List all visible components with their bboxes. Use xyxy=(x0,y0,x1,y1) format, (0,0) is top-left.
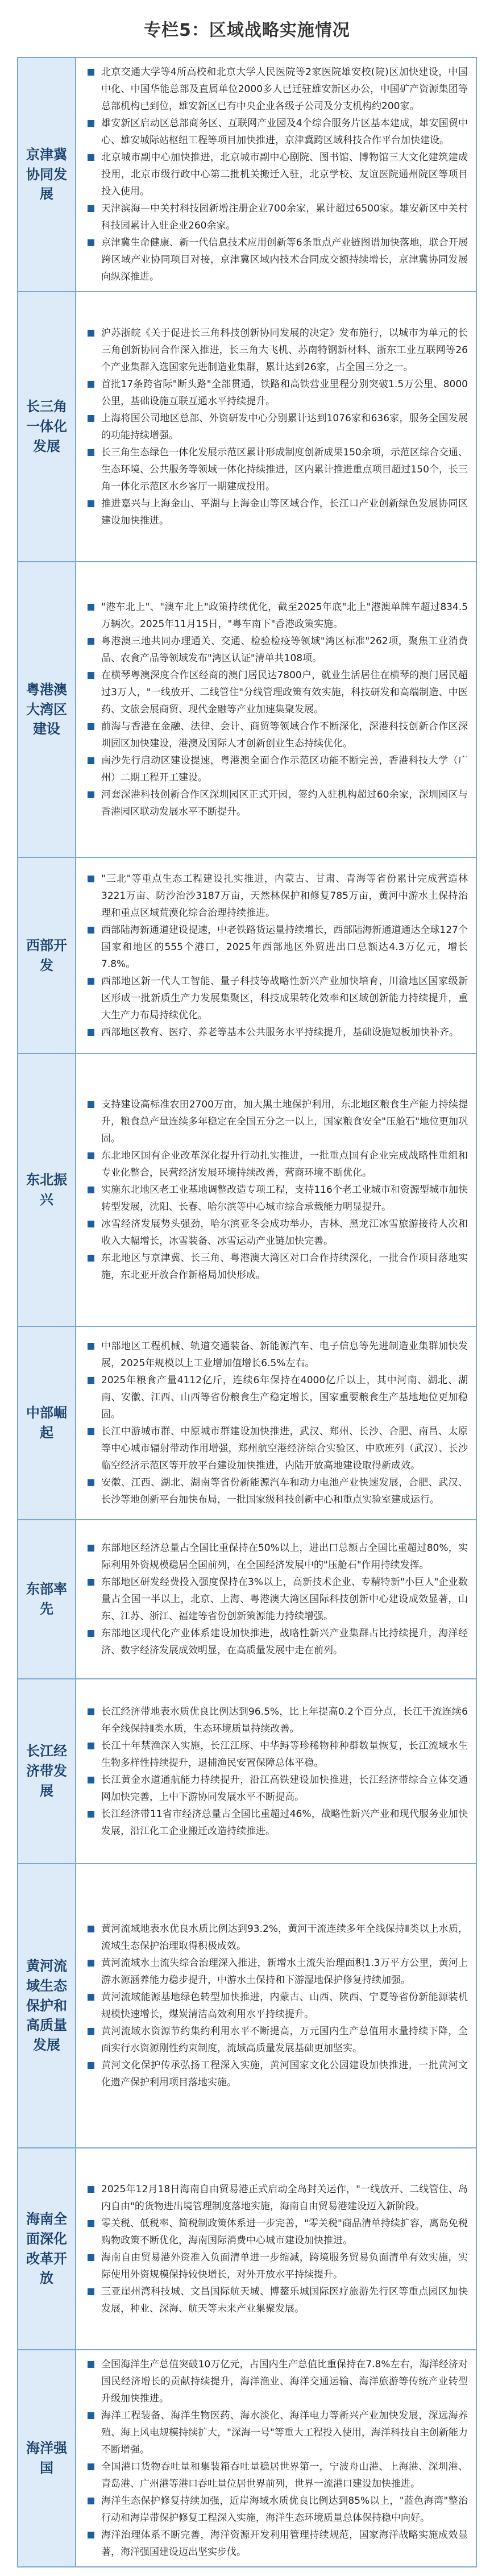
square-bullet-icon xyxy=(88,2186,94,2193)
bullet-item xyxy=(84,1024,468,1041)
bullet-item xyxy=(84,599,468,633)
section-content xyxy=(76,562,476,857)
square-bullet-icon xyxy=(88,791,94,798)
bullet-item xyxy=(84,1250,468,1284)
square-bullet-icon xyxy=(88,1777,94,1783)
section-content xyxy=(76,2350,476,2567)
bullet-text: 黄河流域地表水优良水质比例达到93.2%，黄河干流连续多年全线保持Ⅱ类以上水质，流域生态保护治理取得积极成效。 xyxy=(101,1923,468,1952)
square-bullet-icon xyxy=(88,1152,94,1159)
bullet-text: 南沙先行启动区建设提速，粤港澳全面合作示范区功能不断完善，香港科技大学（广州）二期工程开工建设。 xyxy=(101,755,468,783)
bullet-text: 黄河流域能源基地绿色转型加快推进，内蒙古、山西、陕西、宁夏等省份新能源装机规模快速增长，煤炭清洁高效利用水平持续提升。 xyxy=(101,1992,468,2020)
bullet-text: 零关税、低税率、简税制政策体系进一步完善，"零关税"商品清单持续扩容，离岛免税购物政策不断优化，海南国际消费中心城市建设加快推进。 xyxy=(101,2217,468,2246)
bullet-item xyxy=(84,1772,468,1806)
bullet-item xyxy=(84,922,468,973)
bullet-text: 长江十年禁渔深入实施，长江江豚、中华鲟等珍稀物种种群数量恢复，长江流域水生生物多样性持续提升，退捕渔民安置保障总体平稳。 xyxy=(101,1740,468,1769)
square-bullet-icon xyxy=(88,1811,94,1818)
bullet-text: 粤港澳三地共同办理通关、交通、检验检疫等领域"湾区标准"262项，聚焦工业消费品、农食产品等领域发布"湾区认证"清单共108项。 xyxy=(101,636,468,664)
square-bullet-icon xyxy=(88,1630,94,1637)
bullet-item xyxy=(84,376,468,410)
bullet-text: 长江经济带地表水质优良比例达到96.5%，比上年提高0.2个百分点，长江干流连续6年全线保持Ⅱ类水质，生态环境质量持续改善。 xyxy=(101,1706,468,1735)
bullet-item xyxy=(84,200,468,234)
bullet-text: 海洋治理体系不断完善，海洋资源开发利用管理持续规范，国家海洋战略实施成效显著，海洋强国建设迈出坚实步伐。 xyxy=(101,2529,468,2558)
bullet-text: 西部地区教育、医疗、养老等基本公共服务水平持续提升，基础设施短板加快补齐。 xyxy=(101,1026,459,1038)
bullet-text: 京津冀生命健康、新一代信息技术应用创新等6条重点产业链图谱加快落地，联合开展跨区域产业协同项目对接，京津冀区域内技术合同成交额持续增长，京津冀协同发展向纵深推进。 xyxy=(101,237,468,283)
square-bullet-icon xyxy=(88,672,94,679)
section-label: 海洋强国 xyxy=(18,2350,76,2567)
bullet-item xyxy=(84,325,468,376)
bullet-item xyxy=(84,64,468,115)
bullet-text: 中部地区工程机械、轨道交通装备、新能源汽车、电子信息等先进制造业集群加快发展，2025年规模以上工业增加值增长6.5%左右。 xyxy=(101,1341,468,1369)
bullet-text: 首批17条跨省际"断头路"全部贯通，铁路和高铁营业里程分别突破1.5万公里、8000公里，基础设施互联互通水平持续提升。 xyxy=(101,378,468,407)
section-content xyxy=(76,1520,476,1679)
bullet-item xyxy=(84,2356,468,2407)
square-bullet-icon xyxy=(88,2062,94,2069)
bullet-item xyxy=(84,2458,468,2492)
bullet-item xyxy=(84,1806,468,1840)
bullet-text: "三北"等重点生态工程建设扎实推进，内蒙古、甘肃、青海等省份累计完成营造林3221万亩、防沙治沙3187万亩，天然林保护和修复785万亩，黄河中游水土保持治理和重点区域荒漠化综合治理持续推进。 xyxy=(101,873,468,919)
square-bullet-icon xyxy=(88,449,94,456)
section-row xyxy=(18,1679,476,1864)
square-bullet-icon xyxy=(88,1579,94,1586)
bullet-item xyxy=(84,2215,468,2249)
bullet-text: "港车北上"、"澳车北上"政策持续优化，截至2025年底"北上"港澳单牌车超过834.5万辆次。2025年11月15日，"粤车南下"香港政策实施。 xyxy=(101,602,468,630)
bullet-item xyxy=(84,667,468,718)
section-content xyxy=(76,1864,476,2148)
bullet-item xyxy=(84,2057,468,2091)
section-content xyxy=(76,1679,476,1864)
bullet-item xyxy=(84,1216,468,1250)
bullet-item xyxy=(84,149,468,200)
bullet-text: 西部地区新一代人工智能、量子科技等战略性新兴产业加快培育，川渝地区国家级新区形成一批新质生产力发展集聚区，科技成果转化效率和区域创新能力持续提升，重大生产力布局持续优化。 xyxy=(101,975,468,1021)
bullet-item xyxy=(84,444,468,495)
square-bullet-icon xyxy=(88,1343,94,1350)
bullet-text: 在横琴粤澳深度合作区经商的澳门居民达7800户，就业生活居住在横琴的澳门居民超过3万人，"一线放开、二线管住"分线管理政策有效实施，科技研发和高端制造、中医药、文旅会展商贸、现代金融等产业加速集聚发展。 xyxy=(101,670,468,715)
bullet-item xyxy=(84,1147,468,1181)
bullet-item xyxy=(84,1625,468,1659)
bullet-item xyxy=(84,1540,468,1574)
bullet-item xyxy=(84,1181,468,1216)
square-bullet-icon xyxy=(88,1187,94,1193)
square-bullet-icon xyxy=(88,1708,94,1715)
section-label: 西部开发 xyxy=(18,857,76,1053)
section-label: 长三角一体化发展 xyxy=(18,292,76,562)
bullet-item xyxy=(84,115,468,149)
square-bullet-icon xyxy=(88,381,94,388)
bullet-text: 2025年粮食产量4112亿斤，连续6年保持在4000亿斤以上，其中河南、湖北、湖南、安徽、江西、山西等省份粮食生产稳定增长，国家重要粮食生产基地地位更加稳固。 xyxy=(101,1375,468,1420)
bullet-item xyxy=(84,2181,468,2215)
bullet-text: 北京城市副中心加快推进，北京城市副中心剧院、图书馆、博物馆三大文化建筑建成投用，北京市级行政中心第二批机关搬迁入驻，北京学校、友谊医院通州院区等项目投入使用。 xyxy=(101,152,468,197)
bullet-text: 2025年12月18日海南自由贸易港正式启动全岛封关运作，"一线放开、二线管住、岛内自由"的货物进出境管理制度落地实施，海南自由贸易港建设迈入新阶段。 xyxy=(101,2183,468,2212)
bullet-item xyxy=(84,234,468,285)
section-content xyxy=(76,857,476,1053)
square-bullet-icon xyxy=(88,1926,94,1932)
square-bullet-icon xyxy=(88,1221,94,1227)
square-bullet-icon xyxy=(88,2463,94,2470)
bullet-text: 安徽、江西、湖北、湖南等省份新能源汽车和动力电池产业快速发展，合肥、武汉、长沙等地创新平台加快布局，一批国家级科技创新中心和重点实验室建成运行。 xyxy=(101,1477,468,1505)
section-label: 东北振兴 xyxy=(18,1053,76,1326)
bullet-text: 长江黄金水道通航能力持续提升，沿江高铁建设加快推进，长江经济带综合立体交通网加快完善，上中下游协同发展水平不断提高。 xyxy=(101,1774,468,1803)
square-bullet-icon xyxy=(88,1545,94,1552)
section-content xyxy=(76,57,476,292)
bullet-item xyxy=(84,718,468,752)
bullet-item xyxy=(84,1574,468,1625)
square-bullet-icon xyxy=(88,1743,94,1749)
section-label: 东部率先 xyxy=(18,1520,76,1679)
square-bullet-icon xyxy=(88,120,94,127)
square-bullet-icon xyxy=(88,2412,94,2419)
section-label: 粤港澳大湾区建设 xyxy=(18,562,76,857)
section-row xyxy=(18,292,476,562)
bullet-text: 天津滨海—中关村科技园新增注册企业700余家，累计超过6500家。雄安新区中关村科技园累计入驻企业260余家。 xyxy=(101,203,468,231)
bullet-item xyxy=(84,2527,468,2561)
section-label: 黄河流域生态保护和高质量发展 xyxy=(18,1864,76,2148)
section-content xyxy=(76,1326,476,1520)
bullet-item xyxy=(84,410,468,444)
bullet-item xyxy=(84,495,468,529)
section-row xyxy=(18,57,476,292)
square-bullet-icon xyxy=(88,2532,94,2538)
section-row xyxy=(18,1520,476,1679)
bullet-text: 东部地区现代化产业体系建设加快推进，战略性新兴产业集群占比持续提升，海洋经济、数字经济发展成效明显，在高质量发展中走在前列。 xyxy=(101,1628,468,1656)
square-bullet-icon xyxy=(88,2254,94,2261)
bullet-text: 黄河流域水资源节约集约利用水平不断提高，万元国内生产总值用水量持续下降，全面实行水资源刚性约束制度，流域高质量发展基础更加坚实。 xyxy=(101,2026,468,2054)
bullet-text: 河套深港科技创新合作区深圳园区正式开园，签约入驻机构超过60余家，深圳园区与香港园区联动发展水平不断提升。 xyxy=(101,789,468,818)
section-row xyxy=(18,1864,476,2148)
bullet-item xyxy=(84,1703,468,1737)
bullet-text: 海洋生态保护修复持续加强，近岸海域水质优良比例达到85%以上，"蓝色海湾"整治行动和海岸带保护修复工程深入实施，海洋生态环境质量总体保持稳中向好。 xyxy=(101,2495,468,2524)
bullet-item xyxy=(84,752,468,786)
square-bullet-icon xyxy=(88,69,94,76)
bullet-item xyxy=(84,1474,468,1508)
square-bullet-icon xyxy=(88,2288,94,2295)
section-row xyxy=(18,562,476,857)
bullet-text: 西部陆海新通道建设提速，中老铁路货运量持续增长，西部陆海新通道通达全球127个国家和地区的555个港口，2025年西部地区外贸进出口总额达4.3万亿元，增长7.8%。 xyxy=(101,924,468,970)
square-bullet-icon xyxy=(88,723,94,730)
section-label: 中部崛起 xyxy=(18,1326,76,1520)
square-bullet-icon xyxy=(88,1994,94,2001)
bullet-text: 冰雪经济发展势头强劲，哈尔滨亚冬会成功举办，吉林、黑龙江冰雪旅游接待人次和收入大幅增长，冰雪装备、冰雪运动产业链加快完善。 xyxy=(101,1218,468,1247)
section-content xyxy=(76,1053,476,1326)
bullet-text: 实施东北地区老工业基地调整改造专项工程，支持116个老工业城市和资源型城市加快转型发展，沈阳、长春、哈尔滨等中心城市综合承载能力明显提升。 xyxy=(101,1184,468,1213)
section-label: 京津冀协同发展 xyxy=(18,57,76,292)
bullet-text: 全国海洋生产总值突破10万亿元，占国内生产总值比重保持在7.8%左右，海洋经济对国民经济增长的贡献持续提升，海洋渔业、海洋交通运输、海洋旅游等传统产业转型升级加快推进。 xyxy=(101,2359,468,2404)
square-bullet-icon xyxy=(88,927,94,934)
square-bullet-icon xyxy=(88,2498,94,2504)
square-bullet-icon xyxy=(88,876,94,882)
strategy-table xyxy=(17,57,477,2567)
bullet-text: 支持建设高标准农田2700万亩，加大黑土地保护利用，东北地区粮食生产能力持续提升，粮食总产量连续多年稳定在全国五分之一以上，国家粮食安全"压舱石"地位更加巩固。 xyxy=(101,1099,468,1144)
bullet-text: 雄安新区启动区总部商务区、互联网产业园及4个综合服务片区基本建成，雄安国贸中心、雄安城际站枢纽工程等项目加快推进，京津冀跨区域科技合作平台加快建设。 xyxy=(101,118,468,146)
square-bullet-icon xyxy=(88,2361,94,2368)
section-content xyxy=(76,292,476,562)
square-bullet-icon xyxy=(88,978,94,985)
bullet-text: 三亚崖州湾科技城、文昌国际航天城、博鳌乐城国际医疗旅游先行区等重点园区加快发展，种业、深海、航天等未来产业集聚发展。 xyxy=(101,2285,468,2314)
section-row xyxy=(18,2148,476,2350)
square-bullet-icon xyxy=(88,757,94,764)
bullet-item xyxy=(84,1920,468,1955)
bullet-item xyxy=(84,633,468,667)
bullet-text: 北京交通大学等4所高校和北京大学人民医院等2家医院雄安校(院)区加快建设，中国中化、中国华能总部及直属单位2000多人已迁驻雄安新区办公，中国矿产资源集团等总部机构已到位，雄安新区已有中央企业各级子公司及分支机构约200家。 xyxy=(101,67,468,112)
bullet-item xyxy=(84,870,468,922)
section-row xyxy=(18,2350,476,2567)
bullet-item xyxy=(84,1737,468,1772)
bullet-text: 东部地区研发经费投入强度保持在3%以上，高新技术企业、专精特新"小巨人"企业数量占全国一半以上，北京、上海、粤港澳大湾区国际科技创新中心建设成效显著，山东、江苏、浙江、福建等省份创新策源能力持续增强。 xyxy=(101,1577,468,1622)
bullet-item xyxy=(84,1338,468,1372)
bullet-item xyxy=(84,973,468,1024)
section-row xyxy=(18,1326,476,1520)
square-bullet-icon xyxy=(88,415,94,422)
square-bullet-icon xyxy=(88,1479,94,1486)
square-bullet-icon xyxy=(88,205,94,212)
square-bullet-icon xyxy=(88,604,94,611)
bullet-text: 全国港口货物吞吐量和集装箱吞吐量稳居世界第一，宁波舟山港、上海港、深圳港、青岛港、广州港等港口吞吐量位居世界前列，世界一流港口建设加快推进。 xyxy=(101,2461,468,2490)
bullet-text: 沪苏浙皖《关于促进长三角科技创新协同发展的决定》发布施行，以城市为单元的长三角创新协同合作深入推进，长三角大飞机、苏南特钢新材料、浙东工业互联网等26个产业集群入选国家先进制造业集群，累计达到26家，占全国三分之一。 xyxy=(101,327,468,373)
bullet-text: 黄河文化保护传承弘扬工程深入实施，黄河国家文化公园建设加快推进，一批黄河文化遗产保护利用项目落地实施。 xyxy=(101,2060,468,2088)
square-bullet-icon xyxy=(88,1029,94,1036)
bullet-text: 东北地区与京津冀、长三角、粤港澳大湾区对口合作持续深化，一批合作项目落地实施，东北亚开放合作新格局加快形成。 xyxy=(101,1252,468,1281)
bullet-text: 东北地区国有企业改革深化提升行动扎实推进，一批重点国有企业完成战略性重组和专业化整合，民营经济发展环境持续改善，营商环境不断优化。 xyxy=(101,1150,468,1179)
bullet-text: 上海将国公司地区总部、外资研发中心分别累计达到1076家和636家，服务全国发展的功能持续增强。 xyxy=(101,412,468,441)
bullet-item xyxy=(84,2249,468,2283)
section-content xyxy=(76,2148,476,2350)
square-bullet-icon xyxy=(88,330,94,337)
bullet-item xyxy=(84,2283,468,2317)
bullet-item xyxy=(84,2492,468,2527)
bullet-item xyxy=(84,786,468,820)
bullet-text: 推进嘉兴与上海金山、平湖与上海金山等区域合作，长江口产业创新绿色发展协同区建设加快推进。 xyxy=(101,497,468,526)
section-row xyxy=(18,857,476,1053)
bullet-item xyxy=(84,1096,468,1147)
section-label: 海南全面深化改革开放 xyxy=(18,2148,76,2350)
square-bullet-icon xyxy=(88,1960,94,1967)
bullet-text: 长江经济带11省市经济总量占全国比重超过46%，战略性新兴产业和现代服务业加快发展，沿江化工企业搬迁改造持续推进。 xyxy=(101,1808,468,1837)
square-bullet-icon xyxy=(88,1101,94,1108)
bullet-item xyxy=(84,1372,468,1423)
square-bullet-icon xyxy=(88,500,94,507)
section-row xyxy=(18,1053,476,1326)
bullet-item xyxy=(84,1955,468,1989)
square-bullet-icon xyxy=(88,2028,94,2035)
bullet-item xyxy=(84,2023,468,2057)
bullet-item xyxy=(84,1989,468,2023)
bullet-item xyxy=(84,1423,468,1474)
bullet-text: 海南自由贸易港外资准入负面清单进一步缩减，跨境服务贸易负面清单有效实施，实际使用外资规模保持较快增长，对外开放水平持续提升。 xyxy=(101,2251,468,2280)
square-bullet-icon xyxy=(88,154,94,161)
bullet-text: 长三角生态绿色一体化发展示范区累计形成制度创新成果150余项，示范区综合交通、生态环境、公共服务等领域一体化持续推进，区内累计推进重点项目超过150个，长三角一体化示范区水乡客厅一期建成投用。 xyxy=(101,446,468,492)
square-bullet-icon xyxy=(88,638,94,645)
bullet-text: 前海与香港在金融、法律、会计、商贸等领域合作不断深化，深港科技创新合作区深圳园区加快建设，港澳及国际人才创新创业生态持续优化。 xyxy=(101,721,468,749)
bullet-text: 长江中游城市群、中原城市群建设加快推进，武汉、郑州、长沙、合肥、南昌、太原等中心城市辐射带动作用增强，郑州航空港经济综合实验区、中欧班列（武汉）、长沙临空经济示范区等开放平台建设加快推进，内陆开放高地建设取得新成效。 xyxy=(101,1426,468,1471)
square-bullet-icon xyxy=(88,1428,94,1435)
bullet-text: 东部地区经济总量占全国比重保持在50%以上，进出口总额占全国比重超过80%，实际利用外资规模稳居全国前列，在全国经济发展中的"压舱石"作用持续发挥。 xyxy=(101,1542,468,1571)
square-bullet-icon xyxy=(88,239,94,246)
bullet-text: 黄河流域水土流失综合治理深入推进，新增水土流失治理面积1.3万平方公里，黄河上游水源涵养能力稳步提升，中游水土保持和下游湿地保护修复持续加强。 xyxy=(101,1957,468,1986)
square-bullet-icon xyxy=(88,1255,94,1262)
square-bullet-icon xyxy=(88,2220,94,2227)
square-bullet-icon xyxy=(88,1377,94,1384)
section-label: 长江经济带发展 xyxy=(18,1679,76,1864)
page-title: 专栏5：区域战略实施情况 xyxy=(144,20,350,40)
bullet-item xyxy=(84,2407,468,2458)
bullet-text: 海洋工程装备、海洋生物医药、海水淡化、海洋电力等新兴产业加快发展，深远海养殖、海上风电规模持续扩大，"深海一号"等重大工程投入使用，海洋科技自主创新能力不断增强。 xyxy=(101,2410,468,2455)
